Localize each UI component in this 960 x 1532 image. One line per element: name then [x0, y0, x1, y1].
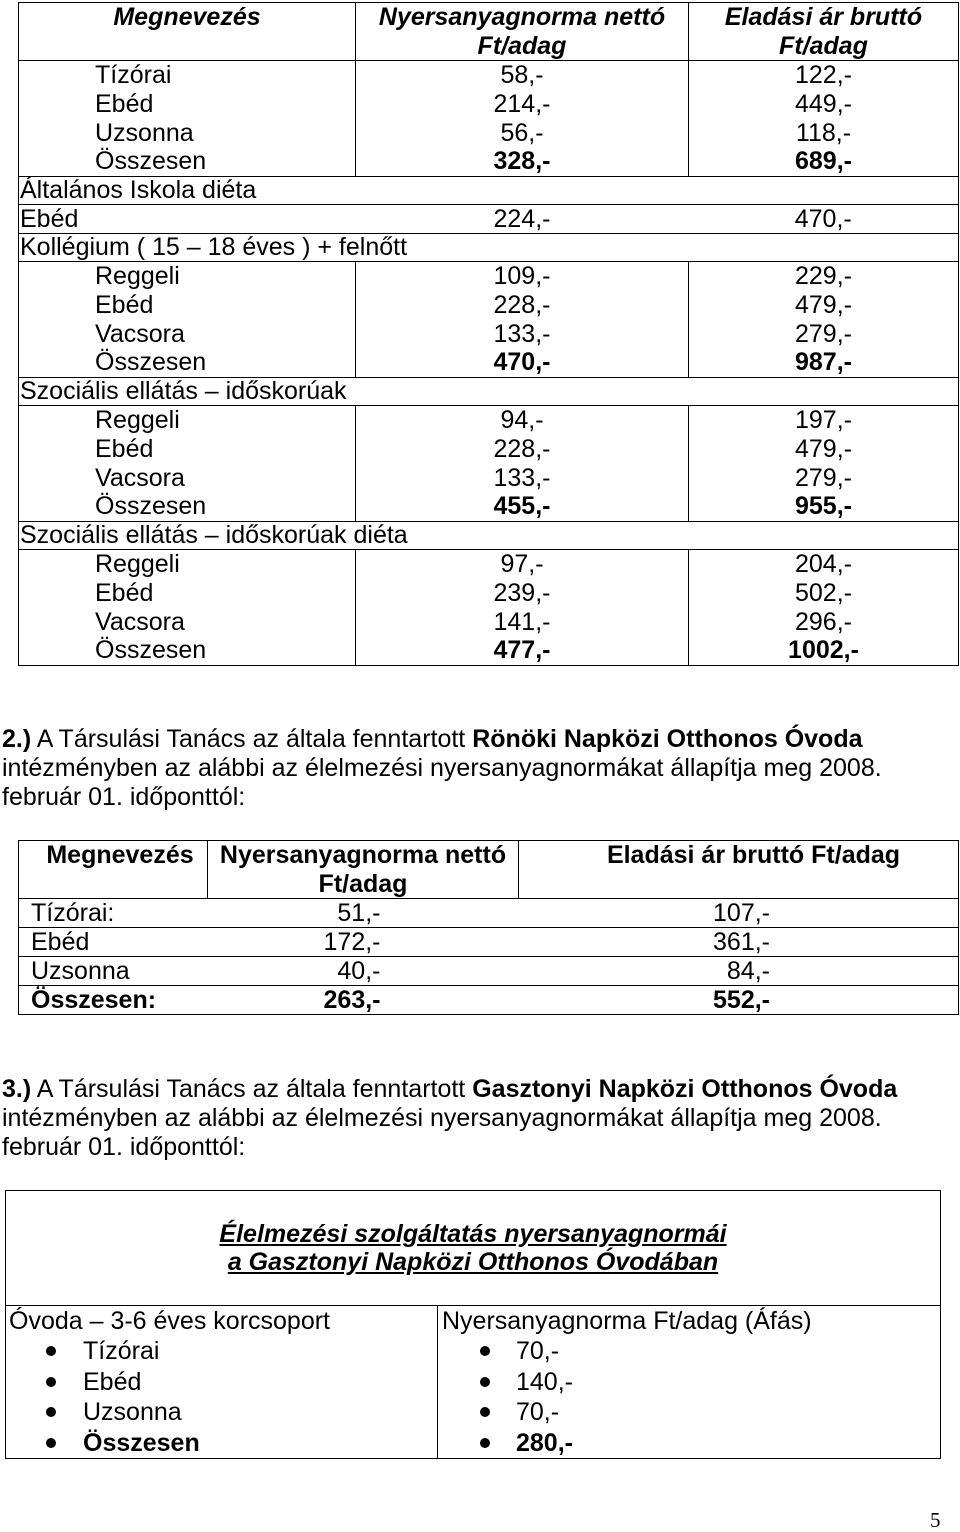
column-header-name [19, 841, 208, 899]
section-title: Általános Iskola diéta [19, 177, 959, 205]
paragraph-3 [2, 1075, 932, 1162]
table-body-row [6, 1306, 941, 1459]
table-row [19, 899, 959, 928]
list-item [9, 1336, 437, 1366]
net-norm-cell [356, 406, 689, 522]
section-row [19, 234, 959, 262]
paragraph-number: 2.) [2, 725, 32, 753]
gross-value: 229,- [795, 262, 852, 290]
section-row [19, 177, 959, 205]
paragraph-text: intézményben az alábbi az élelmezési nyersanyagnormákat állapítja meg 2008. február 01. időponttól: [2, 1104, 882, 1161]
net-value: 214,- [493, 89, 551, 118]
bullet-icon [480, 1407, 490, 1417]
column-header-net [208, 841, 519, 899]
meal-label: Ebéd [95, 578, 154, 607]
paragraph-text: intézményben az alábbi az élelmezési nyersanyagnormákat állapítja meg 2008. február 01. időponttól: [2, 754, 882, 811]
bullet-icon [46, 1377, 56, 1387]
meal-label: Ebéd [95, 434, 154, 463]
meal-labels-cell [19, 550, 356, 666]
table-title-cell [6, 1191, 941, 1306]
total-label: Összesen: [19, 986, 208, 1015]
meal-label: Ebéd [19, 205, 356, 234]
gross-value: 479,- [795, 290, 852, 319]
institution-name: Gasztonyi Napközi Otthonos Óvoda [472, 1075, 898, 1103]
gross-value: 279,- [795, 319, 852, 348]
bullet-icon [480, 1377, 490, 1387]
header-label: Nyersanyagnorma nettó [378, 3, 666, 31]
meal-label: Ebéd [95, 89, 154, 118]
header-label: Ft/adag [477, 31, 567, 60]
column-header-name [19, 3, 356, 61]
net-total-value: 470,- [493, 348, 551, 377]
meal-group-row [19, 61, 959, 177]
table-subtitle: a Gasztonyi Napközi Otthonos Óvodában [227, 1248, 719, 1276]
norm-header: Nyersanyagnorma Ft/adag (Áfás) [442, 1307, 812, 1335]
net-value: 172,- [208, 928, 519, 957]
meal-label: Tízórai [83, 1337, 160, 1366]
gross-value: 296,- [795, 607, 852, 636]
gross-value: 502,- [795, 578, 852, 607]
header-label: Megnevezés [46, 841, 194, 869]
gross-total-value: 689,- [795, 147, 852, 176]
column-header-gross [689, 3, 959, 61]
meal-label: Tízórai [95, 61, 172, 89]
meal-labels-cell [19, 406, 356, 522]
bullet-icon [480, 1346, 490, 1356]
paragraph-text: A Társulási Tanács az általa fenntartott [36, 725, 466, 753]
paragraph-number: 3.) [2, 1075, 32, 1103]
bullet-icon [46, 1407, 56, 1417]
total-label: Összesen [95, 348, 207, 377]
gross-price-cell [689, 406, 959, 522]
page-number: 5 [930, 1508, 941, 1532]
meal-label: Ebéd [83, 1367, 142, 1396]
gross-value: 361,- [519, 928, 959, 957]
list-item [442, 1397, 940, 1427]
meal-label: Reggeli [95, 550, 180, 578]
list-item [9, 1367, 437, 1397]
column-header-net [356, 3, 689, 61]
norm-value: 70,- [516, 1337, 560, 1366]
table-row [19, 928, 959, 957]
section-title: Szociális ellátás – időskorúak [19, 378, 959, 406]
net-value: 228,- [493, 434, 551, 463]
list-item-total [9, 1428, 437, 1458]
net-total-value: 328,- [493, 147, 551, 176]
norm-values-cell [438, 1306, 941, 1459]
gross-value: 122,- [795, 61, 852, 89]
meal-row [19, 205, 959, 234]
total-label: Összesen [95, 492, 207, 521]
age-group-header: Óvoda – 3-6 éves korcsoport [9, 1307, 330, 1335]
section-title: Kollégium ( 15 – 18 éves ) + felnőtt [19, 234, 959, 262]
net-value: 94,- [500, 406, 544, 434]
table-title-row [6, 1191, 941, 1306]
header-label: Eladási ár bruttó [724, 3, 923, 31]
section-row [19, 378, 959, 406]
meal-label: Uzsonna [95, 118, 194, 147]
meal-label: Reggeli [95, 262, 180, 290]
gross-price-cell [689, 550, 959, 666]
gross-value: 84,- [519, 957, 959, 986]
gross-value: 479,- [795, 434, 852, 463]
age-group-cell [6, 1306, 438, 1459]
net-value: 109,- [493, 262, 551, 290]
column-header-gross [519, 841, 959, 899]
gross-value: 279,- [795, 463, 852, 492]
norm-table-ronok [18, 840, 959, 1015]
paragraph-text: A Társulási Tanács az általa fenntartott [36, 1075, 466, 1103]
meal-labels-cell [19, 61, 356, 177]
net-value: 97,- [500, 550, 544, 578]
gross-value: 107,- [519, 899, 959, 928]
section-title: Szociális ellátás – időskorúak diéta [19, 522, 959, 550]
list-item [9, 1397, 437, 1427]
section-row [19, 522, 959, 550]
gross-value: 118,- [795, 118, 852, 147]
net-value: 224,- [356, 205, 689, 234]
gross-value: 197,- [795, 406, 852, 434]
list-item [442, 1367, 940, 1397]
gross-value: 470,- [689, 205, 959, 234]
net-value: 141,- [493, 607, 551, 636]
meal-group-row [19, 550, 959, 666]
norm-table-gasztony [5, 1190, 941, 1459]
norm-value: 140,- [516, 1367, 573, 1396]
bullet-icon [46, 1438, 56, 1448]
total-label: Összesen [95, 147, 207, 176]
meal-label: Reggeli [95, 406, 180, 434]
norm-value: 70,- [516, 1398, 560, 1427]
gross-price-cell [689, 61, 959, 177]
net-value: 133,- [493, 463, 551, 492]
net-value: 133,- [493, 319, 551, 348]
net-value: 40,- [208, 957, 519, 986]
total-label: Összesen [83, 1428, 200, 1457]
bullet-icon [46, 1346, 56, 1356]
table-header-row [19, 3, 959, 61]
meal-labels-cell [19, 262, 356, 378]
meal-group-row [19, 406, 959, 522]
list-item [442, 1336, 940, 1366]
gross-total-value: 987,- [795, 348, 852, 377]
total-label: Összesen [95, 636, 207, 665]
list-item-total [442, 1428, 940, 1458]
table-title: Élelmezési szolgáltatás nyersanyagnormái [219, 1220, 727, 1248]
net-value: 228,- [493, 290, 551, 319]
net-value: 58,- [500, 61, 544, 89]
net-norm-cell [356, 262, 689, 378]
gross-price-cell [689, 262, 959, 378]
meal-label: Vacsora [95, 607, 185, 636]
gross-value: 204,- [795, 550, 852, 578]
net-total-value: 455,- [493, 492, 551, 521]
table-header-row [19, 841, 959, 899]
net-total-value: 263,- [208, 986, 519, 1015]
meal-label: Uzsonna [83, 1398, 182, 1427]
norm-total-value: 280,- [516, 1428, 573, 1457]
net-norm-cell [356, 550, 689, 666]
header-label: Ft/adag [318, 869, 408, 898]
meal-label: Uzsonna [19, 957, 208, 986]
institution-name: Rönöki Napközi Otthonos Óvoda [472, 725, 863, 753]
net-value: 56,- [500, 118, 544, 147]
gross-total-value: 1002,- [788, 636, 859, 665]
gross-total-value: 552,- [519, 986, 959, 1015]
header-label: Megnevezés [113, 3, 261, 31]
norm-table-school [18, 2, 959, 666]
header-label: Nyersanyagnorma nettó [219, 841, 507, 869]
net-norm-cell [356, 61, 689, 177]
meal-label: Vacsora [95, 319, 185, 348]
gross-value: 449,- [795, 89, 852, 118]
header-label: Ft/adag [779, 31, 868, 60]
gross-total-value: 955,- [795, 492, 852, 521]
net-value: 239,- [493, 578, 551, 607]
paragraph-2 [2, 725, 932, 812]
meal-label: Ebéd [19, 928, 208, 957]
net-value: 51,- [208, 899, 519, 928]
header-label: Eladási ár bruttó Ft/adag [606, 841, 901, 869]
meal-label: Tízórai: [19, 899, 208, 928]
meal-label: Vacsora [95, 463, 185, 492]
total-row [19, 986, 959, 1015]
net-total-value: 477,- [493, 636, 551, 665]
bullet-icon [480, 1438, 490, 1448]
meal-group-row [19, 262, 959, 378]
table-row [19, 957, 959, 986]
meal-label: Ebéd [95, 290, 154, 319]
